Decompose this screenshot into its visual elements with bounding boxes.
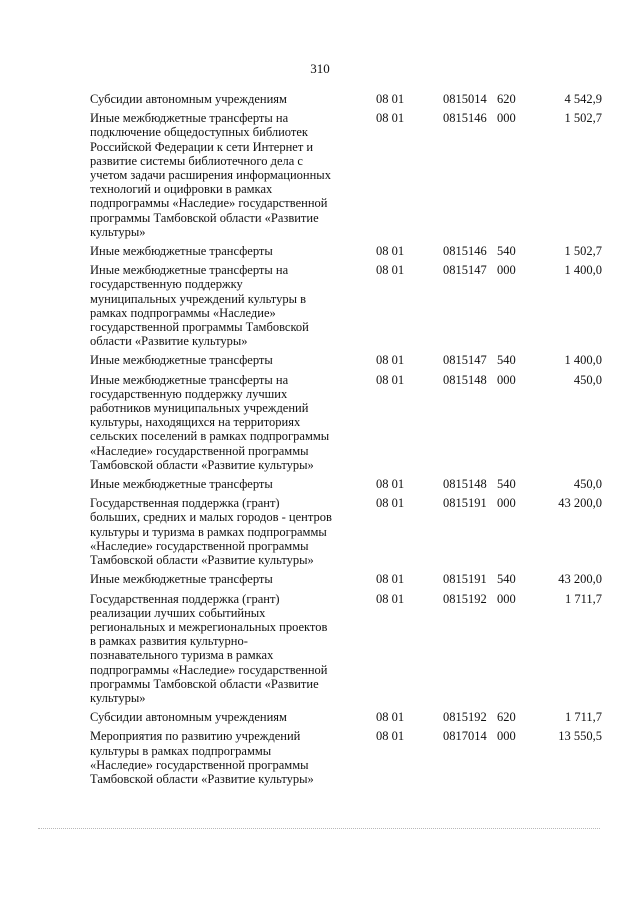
table-row	[90, 263, 602, 348]
row-sum: 43 200,0	[558, 572, 602, 587]
row-sum: 1 400,0	[564, 263, 602, 278]
row-name-line: программы Тамбовской области «Развитие	[90, 676, 319, 691]
row-vr-code: 540	[497, 477, 516, 492]
row-name	[90, 373, 352, 472]
row-name-line: государственную поддержку лучших	[90, 386, 288, 401]
row-rzpr-code: 08 01	[376, 111, 405, 126]
row-name-line: государственную поддержку	[90, 277, 243, 292]
row-name-line: области «Развитие культуры»	[90, 334, 248, 349]
row-csr-code: 0815147	[443, 353, 487, 368]
row-sum: 1 502,7	[564, 111, 602, 126]
row-name-line: Иные межбюджетные трансферты на	[90, 111, 289, 126]
row-sum: 450,0	[573, 477, 602, 492]
row-csr-code: 0815192	[443, 591, 487, 606]
row-rzpr-code: 08 01	[376, 353, 405, 368]
row-name-line: Тамбовской области «Развитие культуры»	[90, 457, 314, 472]
row-csr-code: 0815192	[443, 710, 487, 725]
row-rzpr-code: 08 01	[376, 263, 405, 278]
row-name-line: сельских поселений в рамках подпрограммы	[90, 429, 330, 444]
row-name-line: подключение общедоступных библиотек	[90, 125, 308, 140]
row-name	[90, 353, 352, 367]
row-name	[90, 572, 352, 586]
row-rzpr-code: 08 01	[376, 729, 405, 744]
row-name-line: подпрограммы «Наследие» государственной	[90, 196, 328, 211]
row-name-line: государственной программы Тамбовской	[90, 320, 309, 335]
row-name-line: развитие системы библиотечного дела с	[90, 153, 303, 168]
row-sum: 1 400,0	[564, 353, 602, 368]
row-name-line: культуры в рамках подпрограммы	[90, 743, 272, 758]
row-name	[90, 111, 352, 239]
row-csr-code: 0815014	[443, 92, 487, 106]
row-sum: 450,0	[573, 372, 602, 387]
row-name-line: Тамбовской области «Развитие культуры»	[90, 553, 314, 568]
row-sum: 1 502,7	[564, 244, 602, 259]
row-name-line: культуры»	[90, 690, 146, 705]
row-vr-code: 620	[497, 92, 516, 106]
table-row	[90, 592, 602, 706]
table-row	[90, 710, 602, 724]
row-vr-code: 000	[497, 591, 516, 606]
row-vr-code: 000	[497, 729, 516, 744]
row-name-line: культуры, находящихся на территориях	[90, 415, 301, 430]
row-name-line: культуры и туризма в рамках подпрограммы	[90, 524, 327, 539]
table-row	[90, 729, 602, 786]
row-name-line: познавательного туризма в рамках	[90, 648, 274, 663]
table-row	[90, 477, 602, 491]
row-name-line: рамках подпрограммы «Наследие»	[90, 305, 276, 320]
row-name-line: Государственная поддержка (грант)	[90, 496, 280, 511]
row-rzpr-code: 08 01	[376, 496, 405, 511]
row-name	[90, 496, 352, 567]
row-rzpr-code: 08 01	[376, 92, 405, 106]
row-sum: 1 711,7	[564, 710, 602, 725]
row-name-line: Иные межбюджетные трансферты на	[90, 263, 289, 278]
row-name	[90, 477, 352, 491]
row-name-line: Субсидии автономным учреждениям	[90, 92, 287, 106]
row-csr-code: 0815146	[443, 111, 487, 126]
row-name-line: «Наследие» государственной программы	[90, 538, 309, 553]
row-name-line: «Наследие» государственной программы	[90, 443, 309, 458]
row-name	[90, 263, 352, 348]
row-csr-code: 0815146	[443, 244, 487, 259]
page-number: 310	[310, 61, 330, 76]
budget-table	[90, 92, 602, 791]
table-row	[90, 373, 602, 472]
row-csr-code: 0815148	[443, 477, 487, 492]
row-vr-code: 000	[497, 263, 516, 278]
scan-edge-line	[38, 828, 600, 830]
row-name-line: Государственная поддержка (грант)	[90, 591, 280, 606]
row-name-line: Тамбовской области «Развитие культуры»	[90, 771, 314, 786]
row-csr-code: 0815191	[443, 572, 487, 587]
row-csr-code: 0815191	[443, 496, 487, 511]
row-name-line: Иные межбюджетные трансферты	[90, 572, 273, 587]
row-name-line: в рамках развития культурно-	[90, 634, 248, 649]
row-name-line: региональных и межрегиональных проектов	[90, 619, 328, 634]
row-name-line: Мероприятия по развитию учреждений	[90, 729, 301, 744]
row-vr-code: 000	[497, 496, 516, 511]
row-name-line: Иные межбюджетные трансферты	[90, 477, 273, 492]
row-name-line: больших, средних и малых городов - центров	[90, 510, 332, 525]
row-name	[90, 592, 352, 706]
row-csr-code: 0815147	[443, 263, 487, 278]
row-rzpr-code: 08 01	[376, 244, 405, 259]
row-name-line: Иные межбюджетные трансферты на	[90, 372, 289, 387]
row-sum: 43 200,0	[558, 496, 602, 511]
row-name-line: Иные межбюджетные трансферты	[90, 244, 273, 259]
table-row	[90, 496, 602, 567]
table-row	[90, 92, 602, 106]
table-row	[90, 111, 602, 239]
row-name-line: технологий и оцифровки в рамках	[90, 182, 273, 197]
row-name-line: реализации лучших событийных	[90, 605, 266, 620]
row-name	[90, 710, 352, 724]
row-name-line: программы Тамбовской области «Развитие	[90, 210, 319, 225]
row-vr-code: 000	[497, 111, 516, 126]
row-rzpr-code: 08 01	[376, 572, 405, 587]
table-row	[90, 244, 602, 258]
row-name-line: Российской Федерации к сети Интернет и	[90, 139, 314, 154]
row-sum: 13 550,5	[558, 729, 602, 744]
row-vr-code: 620	[497, 710, 516, 725]
row-rzpr-code: 08 01	[376, 591, 405, 606]
row-name-line: культуры»	[90, 224, 146, 239]
row-name-line: «Наследие» государственной программы	[90, 757, 309, 772]
table-row	[90, 353, 602, 367]
row-sum: 4 542,9	[564, 92, 602, 106]
row-rzpr-code: 08 01	[376, 477, 405, 492]
row-vr-code: 540	[497, 353, 516, 368]
row-vr-code: 540	[497, 572, 516, 587]
row-rzpr-code: 08 01	[376, 710, 405, 725]
row-name	[90, 244, 352, 258]
row-name-line: подпрограммы «Наследие» государственной	[90, 662, 328, 677]
row-csr-code: 0815148	[443, 372, 487, 387]
row-name-line: муниципальных учреждений культуры в	[90, 291, 307, 306]
row-name-line: работников муниципальных учреждений	[90, 401, 309, 416]
row-sum: 1 711,7	[564, 591, 602, 606]
row-csr-code: 0817014	[443, 729, 487, 744]
row-name	[90, 92, 352, 106]
row-name	[90, 729, 352, 786]
row-name-line: Субсидии автономным учреждениям	[90, 710, 287, 725]
row-rzpr-code: 08 01	[376, 372, 405, 387]
table-row	[90, 572, 602, 586]
row-vr-code: 000	[497, 372, 516, 387]
row-vr-code: 540	[497, 244, 516, 259]
row-name-line: учетом задачи расширения информационных	[90, 168, 331, 183]
row-name-line: Иные межбюджетные трансферты	[90, 353, 273, 368]
